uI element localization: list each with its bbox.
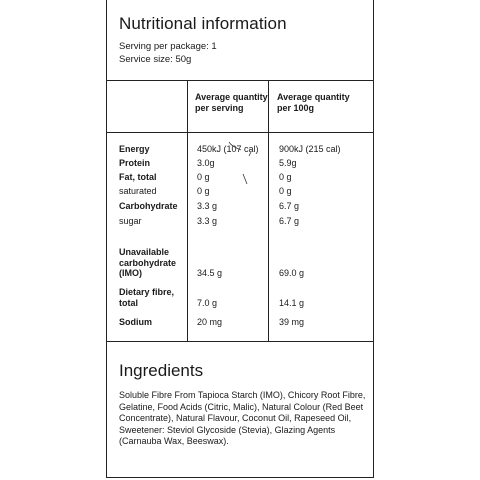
carbohydrate-per-100g: 6.7 g <box>279 201 300 211</box>
nutrition-title: Nutritional information <box>119 14 287 33</box>
energy-per-100g: 900kJ (215 cal) <box>279 144 341 154</box>
fibre-per-100g: 14.1 g <box>279 298 305 308</box>
fat-per-serving: 0 g <box>197 172 210 182</box>
fat-per-100g: 0 g <box>279 172 292 182</box>
sugar-per-serving: 3.3 g <box>197 216 218 226</box>
imo-per-serving: 34.5 g <box>197 268 223 278</box>
column-divider-2 <box>268 80 269 341</box>
row-label-saturated: saturated <box>119 186 157 196</box>
ingredients-title: Ingredients <box>119 361 204 380</box>
sugar-per-100g: 6.7 g <box>279 216 300 226</box>
energy-per-serving: 450kJ (107 cal) <box>197 144 259 154</box>
row-label-unavailable-carbohydrate: Unavailable carbohydrate (IMO) <box>119 247 177 278</box>
column-header-per-100g: Average quantity per 100g <box>277 92 350 113</box>
column-header-per-serving: Average quantity per serving <box>195 92 268 113</box>
protein-per-serving: 3.0g <box>197 158 215 168</box>
nutrition-panel <box>106 0 374 478</box>
header-rule <box>107 132 373 133</box>
ingredients-text: Soluble Fibre From Tapioca Starch (IMO), Chicory Root Fibre, Gelatine, Food Acids (Citric, Malic), Natural Colour (Red Beet Concentrate), Natural Flavour, Coconut Oil, Rapeseed Oil, Sweetener: Steviol Glycoside (Stevia), Glazing Agents (Carnauba Wax, Beeswax). <box>119 390 366 446</box>
sodium-per-100g: 39 mg <box>279 317 305 327</box>
pen-scribble-mark <box>219 138 279 190</box>
imo-per-100g: 69.0 g <box>279 268 305 278</box>
row-label-sodium: Sodium <box>119 317 152 327</box>
saturated-per-serving: 0 g <box>197 186 210 196</box>
carbohydrate-per-serving: 3.3 g <box>197 201 218 211</box>
table-top-rule <box>107 80 373 81</box>
fibre-per-serving: 7.0 g <box>197 298 218 308</box>
row-label-sugar: sugar <box>119 216 142 226</box>
protein-per-100g: 5.9g <box>279 158 297 168</box>
row-label-dietary-fibre: Dietary fibre, total <box>119 287 175 308</box>
row-label-carbohydrate: Carbohydrate <box>119 201 178 211</box>
table-bottom-rule <box>107 341 373 342</box>
serving-per-package: Serving per package: 1 <box>119 41 217 52</box>
sodium-per-serving: 20 mg <box>197 317 223 327</box>
row-label-energy: Energy <box>119 144 150 154</box>
saturated-per-100g: 0 g <box>279 186 292 196</box>
service-size: Service size: 50g <box>119 54 192 65</box>
row-label-fat-total: Fat, total <box>119 172 157 182</box>
row-label-protein: Protein <box>119 158 151 168</box>
